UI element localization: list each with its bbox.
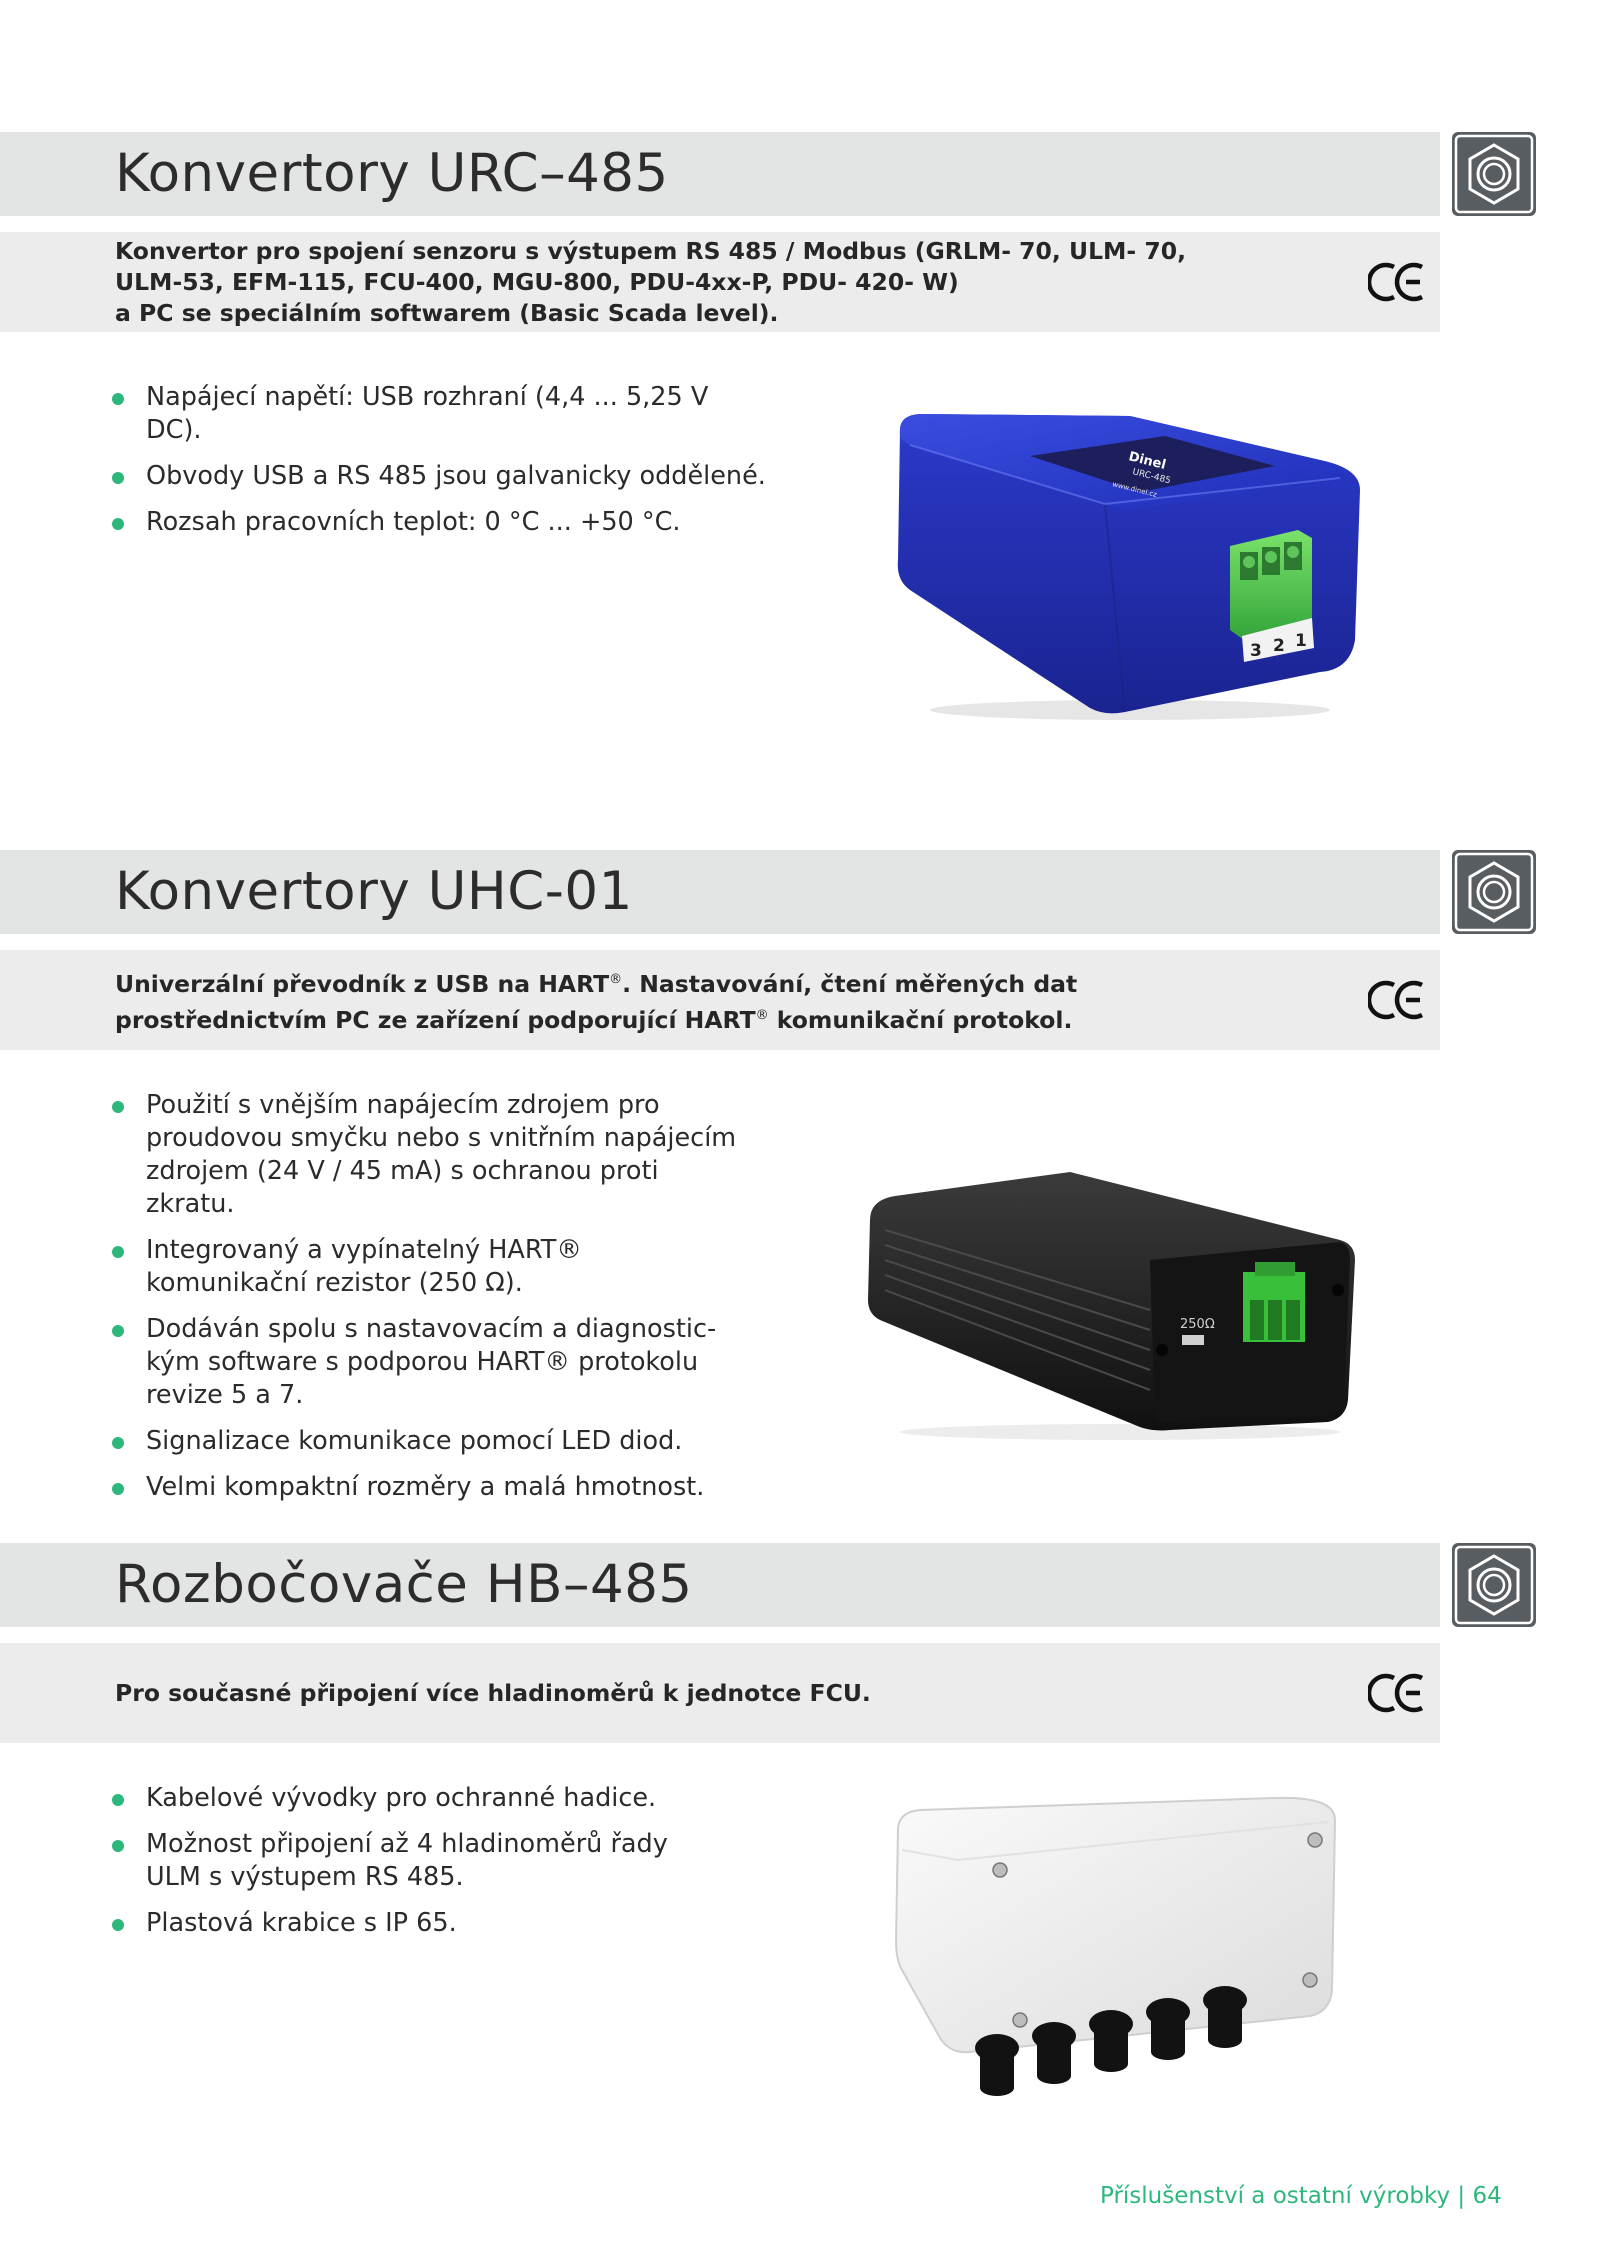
subtitle-line: Univerzální převodník z USB na HART®. Nastavování, čtení měřených dat bbox=[115, 970, 1078, 998]
device-brand-label: Dinel bbox=[1127, 449, 1168, 474]
list-item: Rozsah pracovních teplot: 0 °C ... +50 °C. bbox=[110, 506, 770, 539]
hexagon-nut-icon bbox=[1452, 132, 1536, 216]
list-item: Dodáván spolu s nastavovacím a diagnostic-kým software s podporou HART® protokolu revize 5 a 7. bbox=[110, 1313, 750, 1412]
feature-list bbox=[110, 381, 770, 552]
ce-mark-icon bbox=[1368, 259, 1428, 305]
product-photo-uhc-01 bbox=[850, 1160, 1370, 1450]
resistor-label: 250Ω bbox=[1180, 1317, 1215, 1332]
subtitle-line: a PC se speciálním softwarem (Basic Scada level). bbox=[115, 298, 779, 327]
subtitle-line: prostřednictvím PC ze zařízení podporující HART® komunikační protokol. bbox=[115, 1005, 1073, 1034]
list-item: Integrovaný a vypínatelný HART® komunikační rezistor (250 Ω). bbox=[110, 1234, 750, 1300]
bullet-icon bbox=[112, 393, 124, 405]
list-item: Velmi kompaktní rozměry a malá hmotnost. bbox=[110, 1471, 750, 1504]
hexagon-nut-icon bbox=[1452, 1543, 1536, 1627]
terminal-number: 3 bbox=[1250, 641, 1262, 661]
bullet-icon bbox=[112, 1101, 124, 1113]
section-subtitle bbox=[115, 950, 1235, 1050]
terminal-number: 1 bbox=[1295, 631, 1307, 651]
section-subtitle-bar bbox=[0, 950, 1440, 1050]
device-url-label: www.dinel.cz bbox=[1111, 480, 1158, 499]
product-photo-urc-485 bbox=[880, 400, 1370, 730]
device-model-label: URC-485 bbox=[1131, 467, 1172, 487]
section-subtitle bbox=[115, 1643, 1235, 1743]
bullet-icon bbox=[112, 1437, 124, 1449]
section-subtitle-bar bbox=[0, 1643, 1440, 1743]
feature-list bbox=[110, 1089, 750, 1517]
ce-mark-icon bbox=[1368, 1670, 1428, 1716]
page-footer: Příslušenství a ostatní výrobky | 64 bbox=[1100, 2183, 1502, 2209]
subtitle-line: ULM-53, EFM-115, FCU-400, MGU-800, PDU-4xx-P, PDU- 420- W) bbox=[115, 267, 959, 296]
bullet-icon bbox=[112, 1840, 124, 1852]
hexagon-nut-icon bbox=[1452, 850, 1536, 934]
list-item: Použití s vnějším napájecím zdrojem pro proudovou smyčku nebo s vnitřním napájecím zdrojem (24 V / 45 mA) s ochranou proti zkratu. bbox=[110, 1089, 750, 1221]
section-subtitle bbox=[115, 232, 1235, 332]
section-title-bar bbox=[0, 132, 1440, 216]
feature-list bbox=[110, 1782, 730, 1953]
subtitle-line: Konvertor pro spojení senzoru s výstupem RS 485 / Modbus (GRLM- 70, ULM- 70, bbox=[115, 236, 1186, 265]
product-photo-hb-485 bbox=[880, 1790, 1340, 2110]
bullet-icon bbox=[112, 1246, 124, 1258]
section-title: Konvertory URC–485 bbox=[115, 143, 669, 204]
subtitle-line: Pro současné připojení více hladinoměrů k jednotce FCU. bbox=[115, 1678, 871, 1707]
list-item: Plastová krabice s IP 65. bbox=[110, 1907, 730, 1940]
ce-mark-icon bbox=[1368, 977, 1428, 1023]
list-item: Obvody USB a RS 485 jsou galvanicky oddělené. bbox=[110, 460, 770, 493]
section-title: Konvertory UHC-01 bbox=[115, 861, 633, 922]
list-item: Možnost připojení až 4 hladinoměrů řady ULM s výstupem RS 485. bbox=[110, 1828, 730, 1894]
list-item: Napájecí napětí: USB rozhraní (4,4 ... 5,25 V DC). bbox=[110, 381, 770, 447]
section-title-bar bbox=[0, 850, 1440, 934]
bullet-icon bbox=[112, 1325, 124, 1337]
bullet-icon bbox=[112, 1919, 124, 1931]
list-item: Signalizace komunikace pomocí LED diod. bbox=[110, 1425, 750, 1458]
terminal-number: 2 bbox=[1273, 636, 1285, 656]
section-title-bar bbox=[0, 1543, 1440, 1627]
section-subtitle-bar bbox=[0, 232, 1440, 332]
list-item: Kabelové vývodky pro ochranné hadice. bbox=[110, 1782, 730, 1815]
bullet-icon bbox=[112, 1794, 124, 1806]
bullet-icon bbox=[112, 1483, 124, 1495]
section-title: Rozbočovače HB–485 bbox=[115, 1554, 693, 1615]
bullet-icon bbox=[112, 518, 124, 530]
bullet-icon bbox=[112, 472, 124, 484]
